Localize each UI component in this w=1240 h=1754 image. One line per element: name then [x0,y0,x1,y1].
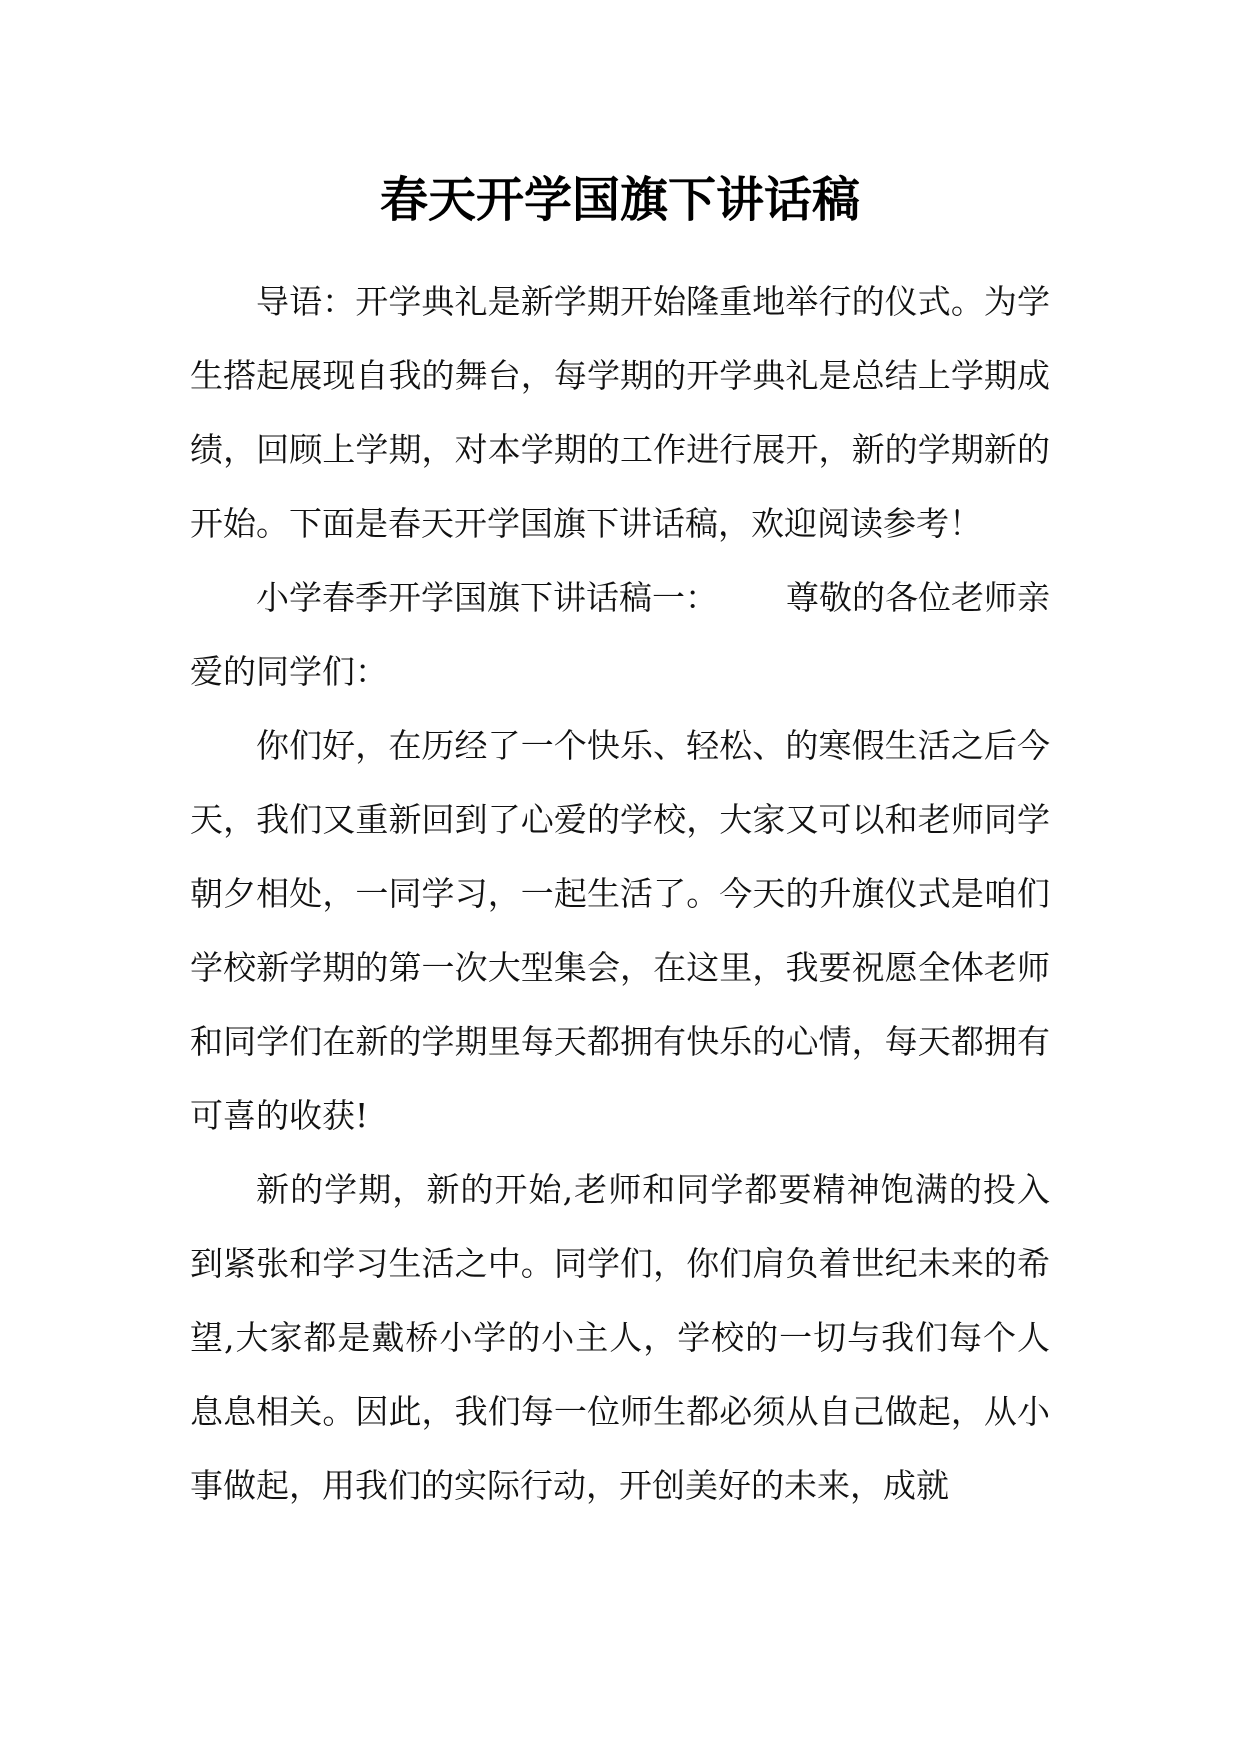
salutation-teachers: 尊敬的各位老师 [786,578,1017,617]
greeting-paragraph: 你们好，在历经了一个快乐、轻松、的寒假生活之后今天，我们又重新回到了心爱的学校，大家又可以和老师同学朝夕相处，一同学习，一起生活了。今天的升旗仪式是咱们学校新学期的第一次大型集会，在这里，我要祝愿全体老师和同学们在新的学期里每天都拥有快乐的心情，每天都拥有可喜的收获! [190,726,1050,1135]
document-title: 春天开学国旗下讲话稿 [379,172,860,228]
document-body [190,265,1050,1523]
intro-paragraph: 导语：开学典礼是新学期开始隆重地举行的仪式。为学生搭起展现自我的舞台，每学期的开学典礼是总结上学期成绩，回顾上学期，对本学期的工作进行展开，新的学期新的开始。下面是春天开学国旗下讲话稿，欢迎阅读参考！ [190,282,1050,543]
speech-heading: 小学春季开学国旗下讲话稿一： [256,578,718,617]
speech-heading-paragraph [190,561,1050,709]
salutation-students: 亲爱的同学们： [190,578,1050,691]
new-semester-paragraph: 新的学期，新的开始,老师和同学都要精神饱满的投入到紧张和学习生活之中。同学们，你们肩负着世纪未来的希望,大家都是戴桥小学的小主人，学校的一切与我们每个人息息相关。因此，我们每一位师生都必须从自己做起，从小事做起，用我们的实际行动，开创美好的未来，成就 [190,1170,1050,1505]
